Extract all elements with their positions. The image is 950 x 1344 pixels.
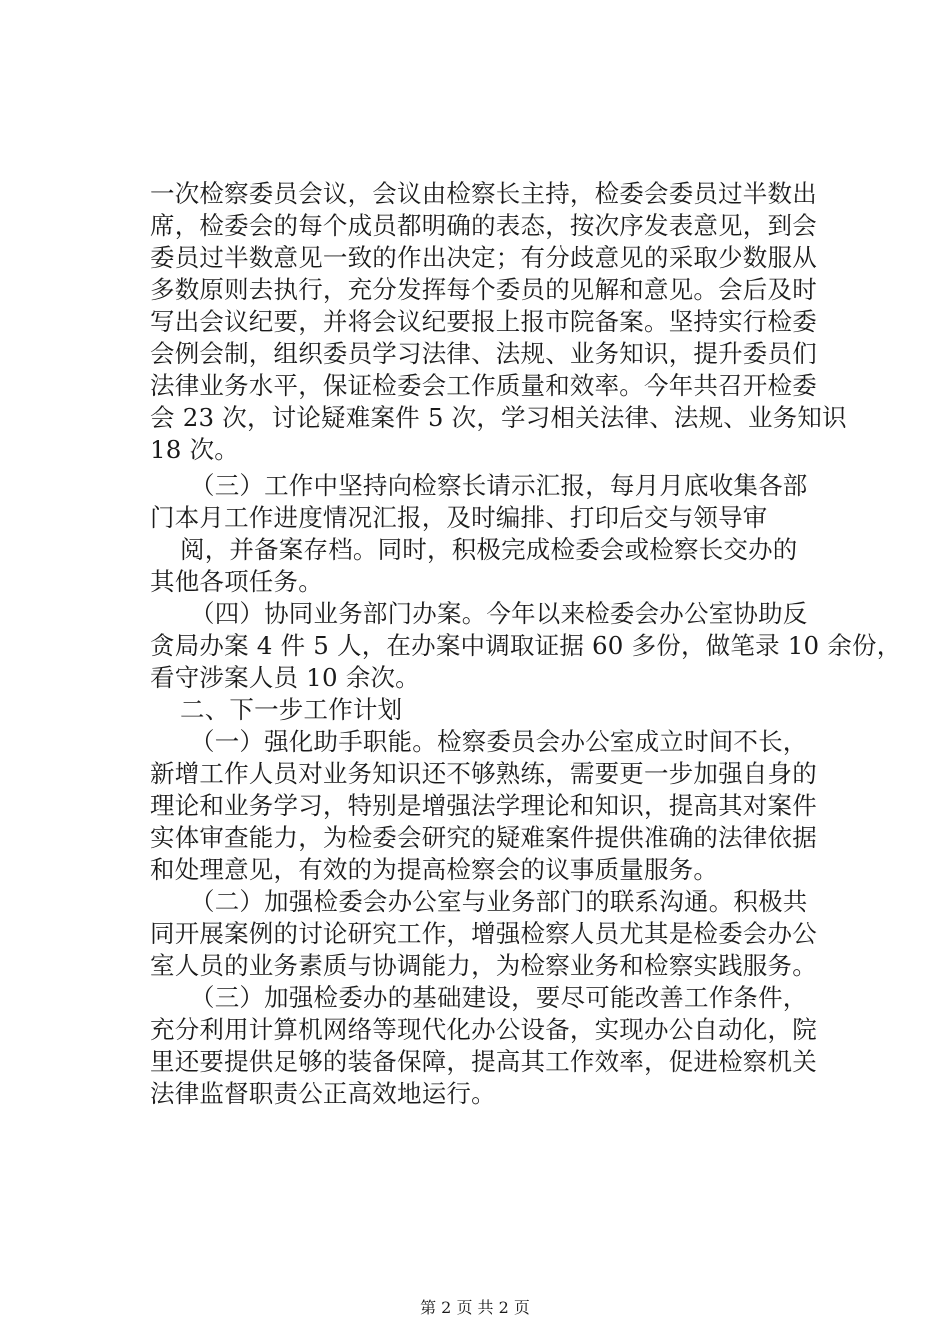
text-line: 同开展案例的讨论研究工作，增强检察人员尤其是检委会办公 — [150, 919, 817, 948]
text-line: 会 23 次，讨论疑难案件 5 次，学习相关法律、法规、业务知识 — [150, 403, 847, 432]
text-line: 门本月工作进度情况汇报，及时编排、打印后交与领导审 — [150, 503, 768, 532]
text-line: 阅，并备案存档。同时，积极完成检委会或检察长交办的 — [180, 535, 798, 564]
page-number-footer: 第 2 页 共 2 页 — [420, 1298, 530, 1317]
text-line: 新增工作人员对业务知识还不够熟练，需要更一步加强自身的 — [150, 759, 817, 788]
text-line: 18 次。 — [150, 435, 239, 464]
paragraph-heading-line: （一）强化助手职能。检察委员会办公室成立时间不长， — [190, 727, 808, 756]
text-line: 理论和业务学习，特别是增强法学理论和知识，提高其对案件 — [150, 791, 817, 820]
text-line: 法律业务水平，保证检委会工作质量和效率。今年共召开检委 — [150, 371, 817, 400]
section-heading: 二、下一步工作计划 — [180, 695, 403, 724]
text-line: 其他各项任务。 — [150, 567, 323, 596]
paragraph-heading-line: （三）工作中坚持向检察长请示汇报，每月月底收集各部 — [190, 471, 808, 500]
text-line: 实体审查能力，为检委会研究的疑难案件提供准确的法律依据 — [150, 823, 817, 852]
text-line: 充分利用计算机网络等现代化办公设备，实现办公自动化，院 — [150, 1015, 817, 1044]
text-line: 会例会制，组织委员学习法律、法规、业务知识，提升委员们 — [150, 339, 817, 368]
text-line: 看守涉案人员 10 余次。 — [150, 663, 420, 692]
body-text — [150, 178, 902, 1110]
paragraph-heading-line: （四）协同业务部门办案。今年以来检委会办公室协助反 — [190, 599, 808, 628]
text-line: 写出会议纪要，并将会议纪要报上报市院备案。坚持实行检委 — [150, 307, 817, 336]
text-line: 和处理意见，有效的为提高检察会的议事质量服务。 — [150, 855, 719, 884]
paragraph-heading-line: （三）加强检委办的基础建设，要尽可能改善工作条件， — [190, 983, 808, 1012]
text-line: 法律监督职责公正高效地运行。 — [150, 1079, 496, 1108]
text-line: 多数原则去执行，充分发挥每个委员的见解和意见。会后及时 — [150, 275, 817, 304]
text-line: 室人员的业务素质与协调能力，为检察业务和检察实践服务。 — [150, 951, 817, 980]
text-line: 席，检委会的每个成员都明确的表态，按次序发表意见，到会 — [150, 211, 817, 240]
text-line: 里还要提供足够的装备保障，提高其工作效率，促进检察机关 — [150, 1047, 817, 1076]
text-line: 贪局办案 4 件 5 人，在办案中调取证据 60 多份，做笔录 10 余份， — [150, 631, 902, 660]
text-line: 一次检察委员会议，会议由检察长主持，检委会委员过半数出 — [150, 179, 817, 208]
paragraph-heading-line: （二）加强检委会办公室与业务部门的联系沟通。积极共 — [190, 887, 808, 916]
text-line: 委员过半数意见一致的作出决定；有分歧意见的采取少数服从 — [150, 243, 817, 272]
